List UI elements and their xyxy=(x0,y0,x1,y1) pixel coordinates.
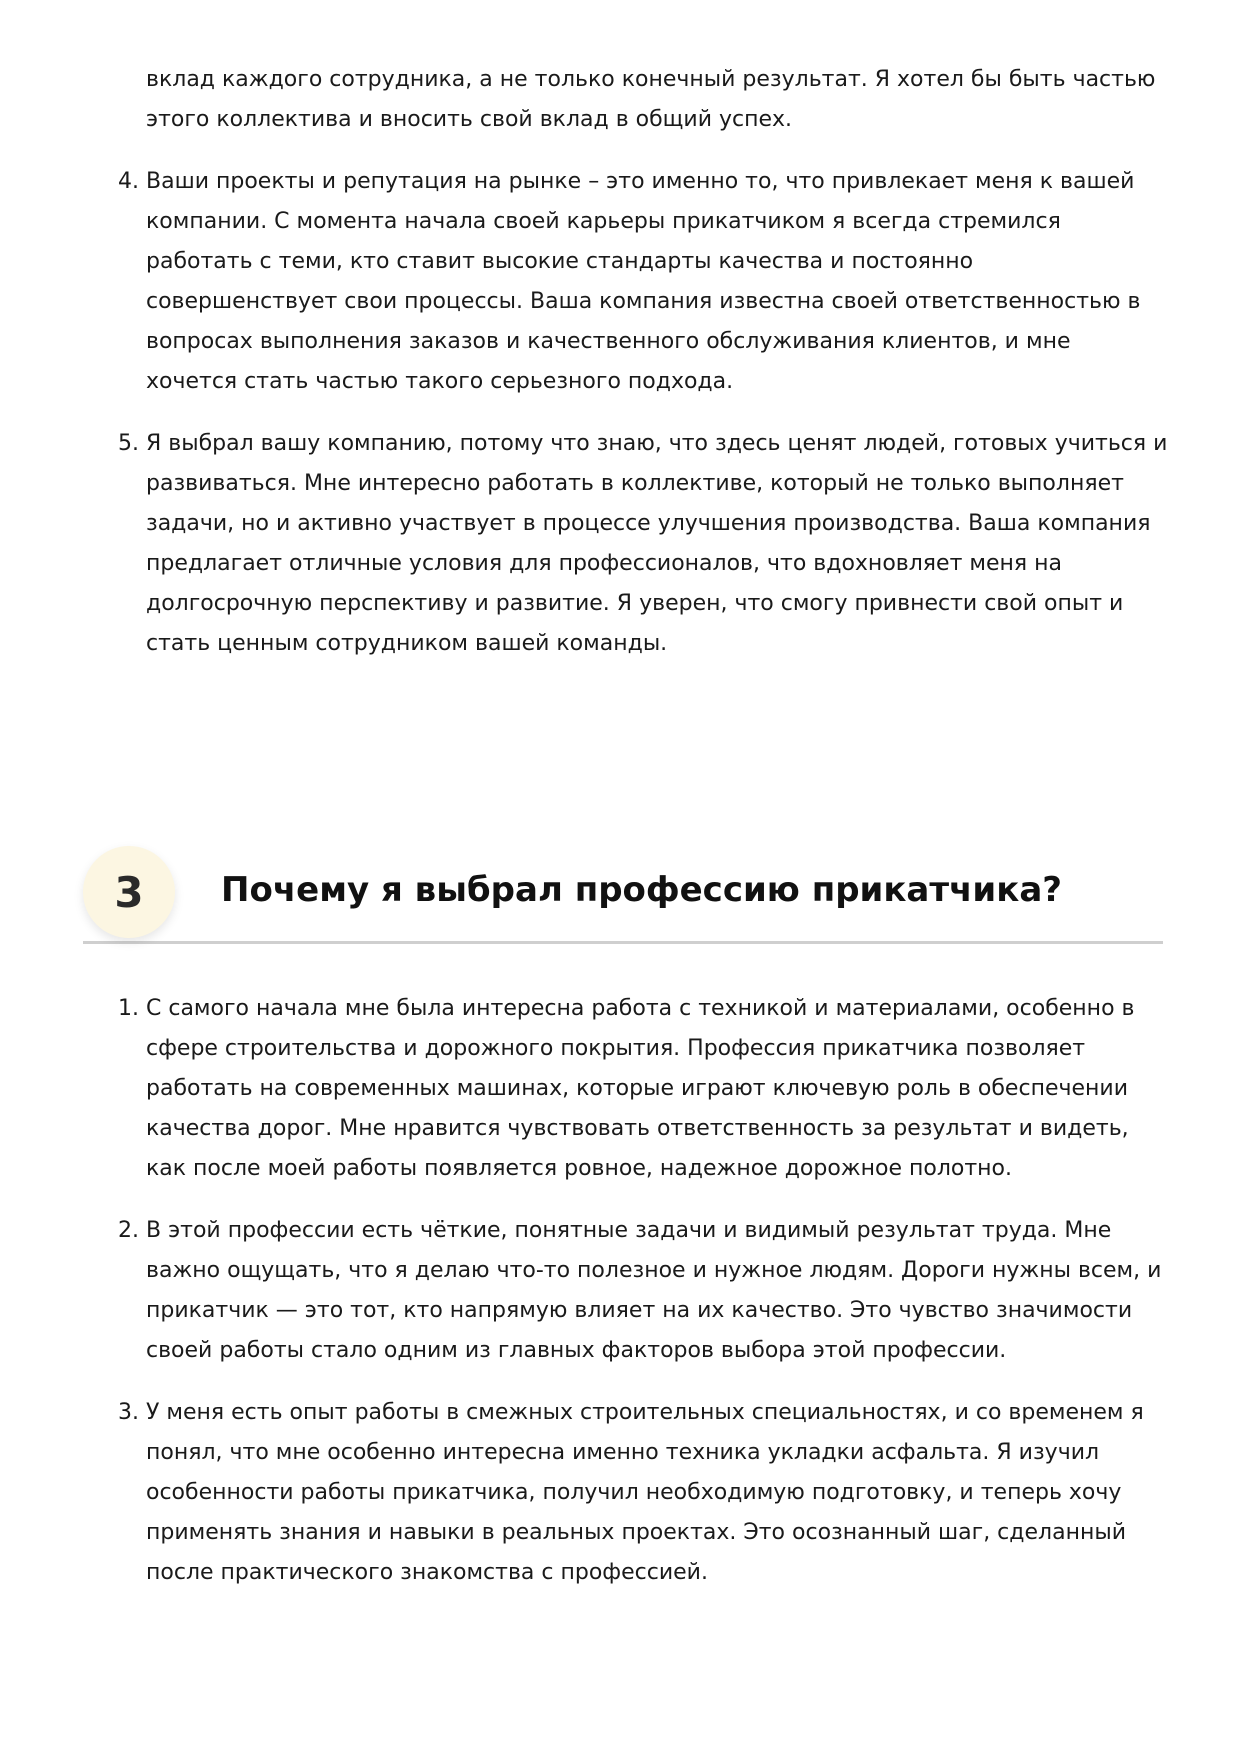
list-item-text: Я выбрал вашу компанию, потому что знаю, что здесь ценят людей, готовых учиться и развиваться. Мне интересно работать в коллективе, который не только выполняет задачи, но и активно участвует в процессе улучшения производства. Ваша компания предлагает отличные условия для профессионалов, что вдохновляет меня на долгосрочную перспективу и развитие. Я уверен, что смогу привнести свой опыт и стать ценным сотрудником вашей команды. xyxy=(146,431,1168,656)
list-item xyxy=(118,989,1168,1189)
continued-list xyxy=(118,60,1168,686)
section-header xyxy=(83,846,1163,944)
list-item xyxy=(118,60,1168,140)
list-item-text: В этой профессии есть чёткие, понятные задачи и видимый результат труда. Мне важно ощущать, что я делаю что-то полезное и нужное людям. Дороги нужны всем, и прикатчик — это тот, кто напрямую влияет на их качество. Это чувство значимости своей работы стало одним из главных факторов выбора этой профессии. xyxy=(146,1218,1162,1363)
section-list xyxy=(118,989,1168,1615)
list-item-text: У меня есть опыт работы в смежных строительных специальностях, и со временем я понял, что мне особенно интересна именно техника укладки асфальта. Я изучил особенности работы прикатчика, получил необходимую подготовку, и теперь хочу применять знания и навыки в реальных проектах. Это осознанный шаг, сделанный после практического знакомства с профессией. xyxy=(146,1400,1144,1585)
list-item xyxy=(118,1211,1168,1371)
section-number-badge: 3 xyxy=(83,846,175,938)
list-item xyxy=(118,424,1168,664)
list-item-text: вклад каждого сотрудника, а не только конечный результат. Я хотел бы быть частью этого коллектива и вносить свой вклад в общий успех. xyxy=(146,67,1156,132)
list-item-number: 4. xyxy=(118,169,139,194)
list-item-text: Ваши проекты и репутация на рынке – это именно то, что привлекает меня к вашей компании. С момента начала своей карьеры прикатчиком я всегда стремился работать с теми, кто ставит высокие стандарты качества и постоянно совершенствует свои процессы. Ваша компания известна своей ответственностью в вопросах выполнения заказов и качественного обслуживания клиентов, и мне хочется стать частью такого серьезного подхода. xyxy=(146,169,1141,394)
list-item xyxy=(118,1393,1168,1593)
list-item-text: С самого начала мне была интересна работа с техникой и материалами, особенно в сфере строительства и дорожного покрытия. Профессия прикатчика позволяет работать на современных машинах, которые играют ключевую роль в обеспечении качества дорог. Мне нравится чувствовать ответственность за результат и видеть, как после моей работы появляется ровное, надежное дорожное полотно. xyxy=(146,996,1135,1181)
list-item xyxy=(118,162,1168,402)
list-item-number: 2. xyxy=(118,1218,139,1243)
section-title: Почему я выбрал профессию прикатчика? xyxy=(221,870,1062,910)
list-item-number: 1. xyxy=(118,996,139,1021)
list-item-number: 5. xyxy=(118,431,139,456)
list-item-number: 3. xyxy=(118,1400,139,1425)
